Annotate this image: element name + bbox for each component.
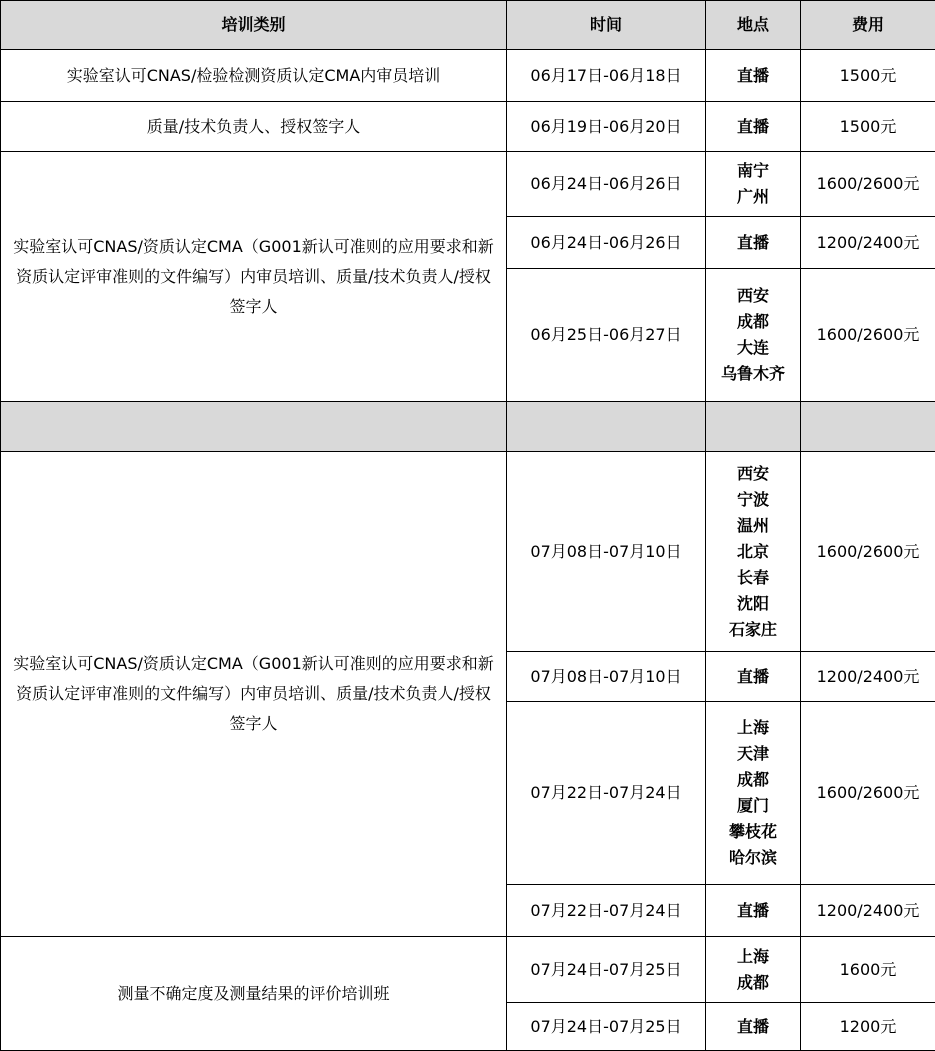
table-row — [1, 937, 935, 1003]
time-cell: 07月08日-07月10日 — [507, 452, 706, 652]
table-row — [1, 452, 935, 652]
header-category: 培训类别 — [1, 1, 507, 50]
table-row — [1, 102, 935, 152]
location-cell: 西安 成都 大连 乌鲁木齐 — [706, 269, 801, 402]
time-cell: 06月24日-06月26日 — [507, 152, 706, 217]
location-cell: 直播 — [706, 217, 801, 269]
header-row — [1, 1, 935, 50]
category-cell: 实验室认可CNAS/资质认定CMA（G001新认可准则的应用要求和新资质认定评审准则的文件编写）内审员培训、质量/技术负责人/授权签字人 — [1, 452, 507, 937]
header-fee: 费用 — [801, 1, 935, 50]
location-cell: 直播 — [706, 102, 801, 152]
location-cell: 上海 成都 — [706, 937, 801, 1003]
time-cell: 07月24日-07月25日 — [507, 937, 706, 1003]
category-cell: 质量/技术负责人、授权签字人 — [1, 102, 507, 152]
category-cell: 实验室认可CNAS/资质认定CMA（G001新认可准则的应用要求和新资质认定评审准则的文件编写）内审员培训、质量/技术负责人/授权签字人 — [1, 152, 507, 402]
location-cell: 直播 — [706, 885, 801, 937]
separator-cell — [507, 402, 706, 452]
time-cell: 07月08日-07月10日 — [507, 652, 706, 702]
location-cell: 上海 天津 成都 厦门 攀枝花 哈尔滨 — [706, 702, 801, 885]
fee-cell: 1600/2600元 — [801, 452, 935, 652]
time-cell: 06月17日-06月18日 — [507, 50, 706, 102]
table-row — [1, 152, 935, 217]
fee-cell: 1200/2400元 — [801, 217, 935, 269]
fee-cell: 1200元 — [801, 1003, 935, 1051]
location-cell: 直播 — [706, 50, 801, 102]
time-cell: 07月22日-07月24日 — [507, 885, 706, 937]
location-cell: 南宁 广州 — [706, 152, 801, 217]
separator-cell — [1, 402, 507, 452]
fee-cell: 1600/2600元 — [801, 269, 935, 402]
fee-cell: 1600/2600元 — [801, 702, 935, 885]
separator-cell — [801, 402, 935, 452]
fee-cell: 1200/2400元 — [801, 652, 935, 702]
time-cell: 06月24日-06月26日 — [507, 217, 706, 269]
separator-row — [1, 402, 935, 452]
location-cell: 直播 — [706, 652, 801, 702]
time-cell: 06月25日-06月27日 — [507, 269, 706, 402]
location-cell: 西安 宁波 温州 北京 长春 沈阳 石家庄 — [706, 452, 801, 652]
fee-cell: 1500元 — [801, 50, 935, 102]
table-row — [1, 50, 935, 102]
header-location: 地点 — [706, 1, 801, 50]
fee-cell: 1600/2600元 — [801, 152, 935, 217]
separator-cell — [706, 402, 801, 452]
fee-cell: 1200/2400元 — [801, 885, 935, 937]
time-cell: 06月19日-06月20日 — [507, 102, 706, 152]
time-cell: 07月22日-07月24日 — [507, 702, 706, 885]
fee-cell: 1500元 — [801, 102, 935, 152]
time-cell: 07月24日-07月25日 — [507, 1003, 706, 1051]
category-cell: 测量不确定度及测量结果的评价培训班 — [1, 937, 507, 1051]
location-cell: 直播 — [706, 1003, 801, 1051]
category-cell: 实验室认可CNAS/检验检测资质认定CMA内审员培训 — [1, 50, 507, 102]
header-time: 时间 — [507, 1, 706, 50]
fee-cell: 1600元 — [801, 937, 935, 1003]
